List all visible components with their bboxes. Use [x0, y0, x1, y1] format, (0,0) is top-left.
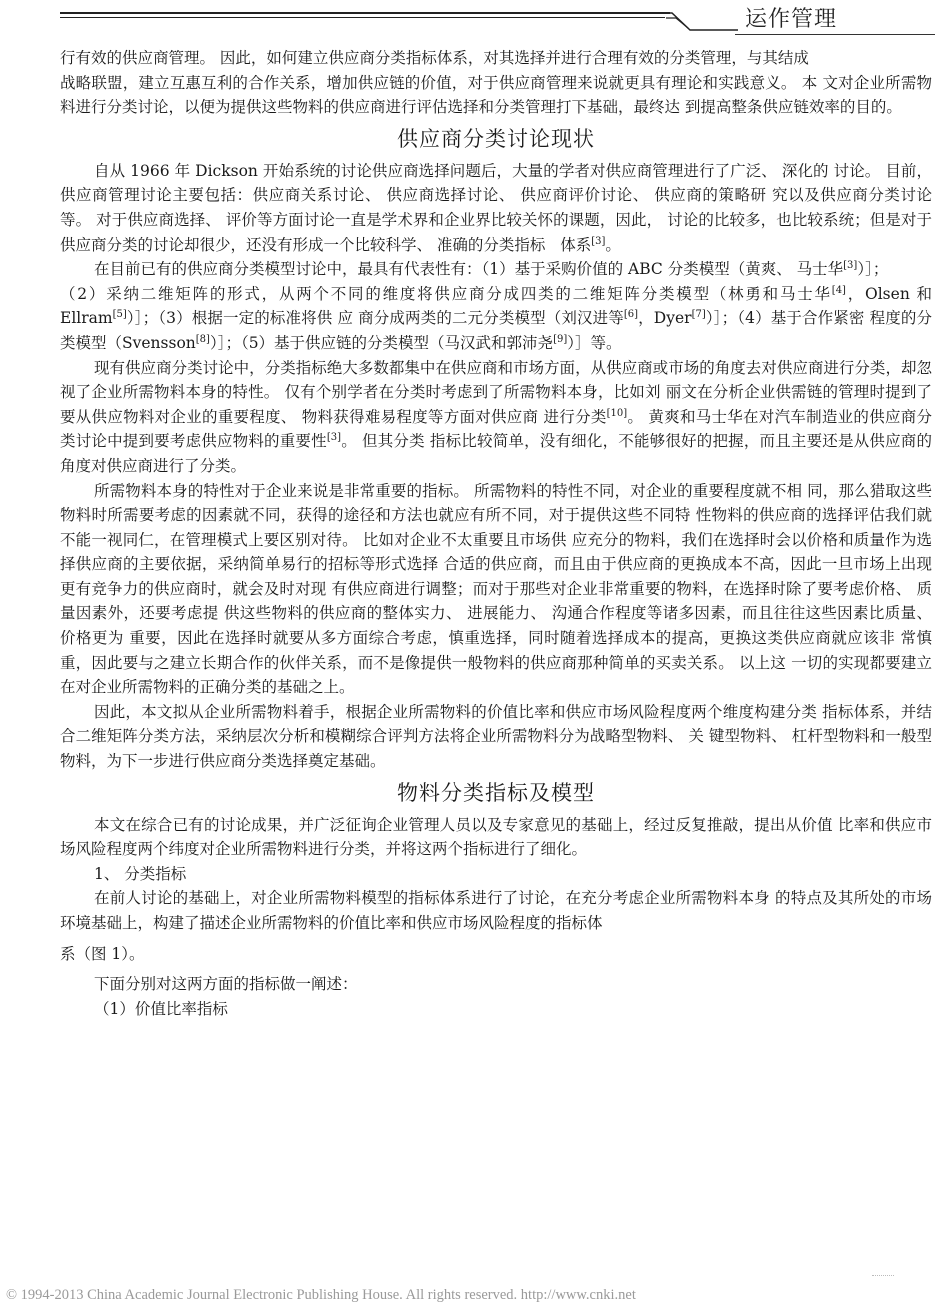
paragraph-end: 系（图 1）。 — [60, 944, 145, 963]
paragraph: 本文在综合已有的讨论成果，并广泛征询企业管理人员以及专家意见的基础上，经过反复推敲，提出从价值 比率和供应市场风险程度两个纬度对企业所需物料进行分类，并将这两个指标进行了细化。 — [60, 815, 932, 859]
header-rule-thin — [60, 17, 665, 18]
header-rule — [60, 12, 670, 14]
journal-section-title: 运作管理 — [745, 7, 838, 32]
paragraph: 所需物料本身的特性对于企业来说是非常重要的指标。 所需物料的特性不同，对企业的重要程度就不相 同，那么猎取这些物料时所需要考虑的因素就不同，获得的途径和方法也就应有所不同，对于提供这些不同特 性物料的供应商的选择评估我们就不能一视同仁，在管理模式上要区别对待。 比如对企业不太重要且市场供 应充分的物料，我们在选择时会以价格和质量作为选择供应商的主要依据，采纳简单易行的招标等形式选择 合适的供应商，而且由于供应商的更换成本不高，因此一旦市场上出现更有竞争力的供应商时，就会及时对现 有供应商进行调整；而对于那些对企业非常重要的物料，在选择时除了要考虑价格、 质量因素外，还要考虑提 供这些物料的供应商的整体实力、 进展能力、 沟通合作程度等诸多因素，而且往往这些因素比质量、 价格更为 重要，因此在选择时就要从多方面综合考虑，慎重选择，同时随着选择成本的提高，更换这类供应商就应该非 常慎重，因此要与之建立长期合作的伙伴关系，而不是像提供一般物料的供应商那种简单的买卖关系。 以上这 一切的实现都要建立在对企业所需物料的正确分类的基础之上。 — [60, 481, 932, 697]
paragraph: 因此，本文拟从企业所需物料着手，根据企业所需物料的价值比率和供应市场风险程度两个维度构建分类 指标体系，并结合二维矩阵分类方法，采纳层次分析和模糊综合评判方法将企业所需物料分为战略型物料、 关 键型物料、 杠杆型物料和一般型物料，为下一步进行供应商分类选择奠定基础。 — [60, 702, 932, 771]
citation-ref: [8] — [195, 333, 210, 345]
paragraph: （2）采纳二维矩阵的形式，从两个不同的维度将供应商分成四类的二维矩阵分类模型（林勇和马士华[4]，Olsen 和 Ellram[5]）］；（3）根据一定的标准将供 应 商分成两类的二元分类模型（刘汉进等[6]，Dyer[7]）］；（4）基于合作紧密 程度的分类模型（Svensson[8]）］；（5）基于供应链的分类模型（马汉武和郭沛尧[9]）］等。 — [60, 284, 932, 352]
paragraph: 自从 1966 年 Dickson 开始系统的讨论供应商选择问题后，大量的学者对供应商管理进行了广泛、 深化的 讨论。 目前，供应商管理讨论主要包括：供应商关系讨论、 供应商选择讨论、 供应商评价讨论、 供应商的策略研 究以及供应商分类讨论等。 对于供应商选择、 评价等方面讨论一直是学术界和企业界比较关怀的课题，因此， 讨论的比较多，也比较系统；但是对于供应商分类的讨论却很少，还没有形成一个比较科学、 准确的分类指标 体系[3]。 — [60, 161, 932, 254]
paragraph: 下面分别对这两方面的指标做一阐述： — [94, 975, 358, 994]
citation-ref: [10] — [606, 407, 628, 419]
paragraph: 现有供应商分类讨论中，分类指标绝大多数都集中在供应商和市场方面，从供应商或市场的角度去对供应商进行分类，却忽视了企业所需物料本身的特性。 仅有个别学者在分类时考虑到了所需物料本身，比如刘 丽文在分析企业供需链的管理时提到了要从供应物料对企业的重要程度、 物料获得难易程度等方面对供应商 进行分类[10]。 黄爽和马士华在对汽车制造业的供应商分类讨论中提到要考虑供应物料的重要性[3]。 但其分类 指标比较简单，没有细化，不能够很好的把握，而且主要还是从供应商的角度对供应商进行了分类。 — [60, 358, 933, 475]
section-heading-status: 供应商分类讨论现状 — [397, 126, 595, 151]
header-underline — [735, 34, 935, 35]
citation-ref: [6] — [623, 309, 639, 321]
citation-ref: [3] — [326, 432, 341, 444]
citation-ref: [3] — [843, 260, 858, 271]
decorative-dots — [872, 1275, 894, 1278]
intro-paragraph-2: 战略联盟，建立互惠互利的合作关系，增加供应链的价值，对于供应商管理来说就更具有理论和实践意义。 本 文对企业所需物料进行分类讨论，以便为提供这些物料的供应商进行评估选择和分类管理打下基础，最终达 到提高整条供应链效率的目的。 — [60, 73, 932, 117]
subheading: 1、 分类指标 — [94, 864, 187, 883]
paragraph: 在目前已有的供应商分类模型讨论中，最具有代表性有：（1）基于采购价值的 ABC 分类模型（黄爽、 马士华[3]）］； — [94, 260, 889, 279]
paragraph: 在前人讨论的基础上，对企业所需物料模型的指标体系进行了讨论，在充分考虑企业所需物料本身 的特点及其所处的市场环境基础上，构建了描述企业所需物料的价值比率和供应市场风险程度的指标体 — [60, 889, 932, 932]
intro-paragraph-1: 行有效的供应商管理。 因此，如何建立供应商分类指标体系，对其选择并进行合理有效的分类管理，与其结成 — [60, 49, 809, 67]
article-body — [60, 46, 932, 1021]
citation-ref: [9] — [553, 333, 568, 345]
header-decoration-icon — [660, 4, 740, 34]
citation-ref: [3] — [591, 235, 606, 247]
citation-ref: [4] — [831, 284, 846, 296]
section-heading-model: 物料分类指标及模型 — [397, 780, 595, 805]
citation-ref: [7] — [691, 309, 706, 321]
citation-ref: [5] — [112, 309, 127, 321]
subheading: （1）价值比率指标 — [94, 999, 228, 1018]
copyright-footer: © 1994-2013 China Academic Journal Electronic Publishing House. All rights reserved. http://www.cnki.net — [6, 1287, 636, 1303]
